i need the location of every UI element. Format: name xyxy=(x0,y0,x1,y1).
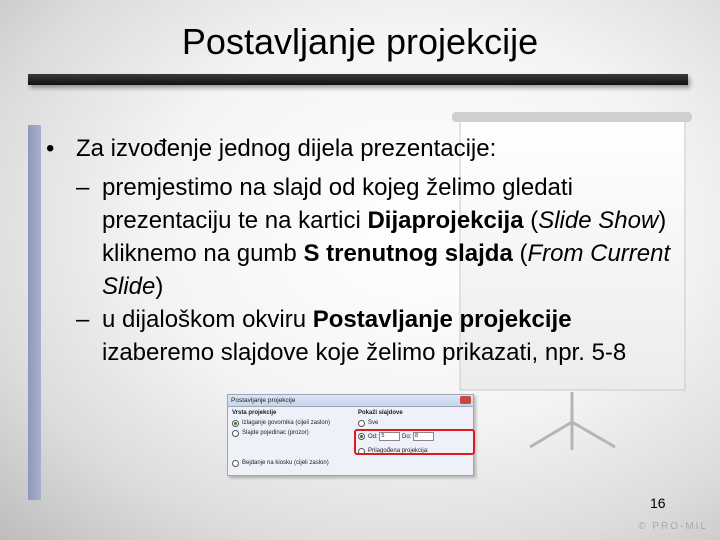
slide-body xyxy=(46,132,686,369)
sub-item-marker: – xyxy=(76,306,90,333)
sub-item-2-text: u dijaloškom okviru Postavljanje projekcije izaberemo slajdove koje želimo prikazati, npr. 5-8 xyxy=(102,306,627,366)
sub-item-1-text: premjestimo na slajd od kojeg želimo gledati prezentaciju te na kartici Dijaprojekcija (Slide Show) kliknemo na gumb S trenutnog slajda (From Current Slide) xyxy=(102,174,671,300)
dialog-title: Postavljanje projekcije xyxy=(228,395,473,407)
show-type-label: Vrsta projekcije xyxy=(232,410,277,416)
close-icon xyxy=(460,396,471,404)
to-slide-field: 8 xyxy=(413,432,434,441)
option-browsed-individual: Slajde pojedinac (prozor) xyxy=(232,429,344,437)
radio-icon xyxy=(232,460,239,467)
sub-item-marker: – xyxy=(76,174,90,201)
bullet-marker: • xyxy=(46,135,55,162)
radio-icon xyxy=(358,420,365,427)
show-type-group xyxy=(232,409,344,467)
option-slide-range: Od: 5 Do: 8 xyxy=(358,432,468,441)
show-slides-label: Pokaži slajdove xyxy=(358,410,403,416)
sub-item-2 xyxy=(76,303,686,369)
page-title: Postavljanje projekcije xyxy=(181,21,539,62)
from-slide-field: 5 xyxy=(379,432,400,441)
bullet-text: Za izvođenje jednog dijela prezentacije: xyxy=(76,135,497,162)
option-kiosk: Bejdanje na kiosku (cijeli zaslon) xyxy=(232,459,344,467)
sub-item-1 xyxy=(76,171,686,303)
left-accent-bar xyxy=(28,125,41,500)
page-number: 16 xyxy=(650,495,666,511)
bullet-item xyxy=(46,132,686,165)
range-highlight-box xyxy=(354,429,475,455)
option-all-slides: Sve xyxy=(358,419,468,427)
copyright-watermark: © PRO-MIL xyxy=(638,521,708,532)
radio-icon xyxy=(232,430,239,437)
title-underline-bar xyxy=(28,74,688,85)
option-presented-by-speaker: Izlaganje govornika (cijeli zaslon) xyxy=(232,419,344,427)
radio-icon xyxy=(232,420,239,427)
option-custom-show: Prilagođena projekcija: xyxy=(358,447,468,455)
